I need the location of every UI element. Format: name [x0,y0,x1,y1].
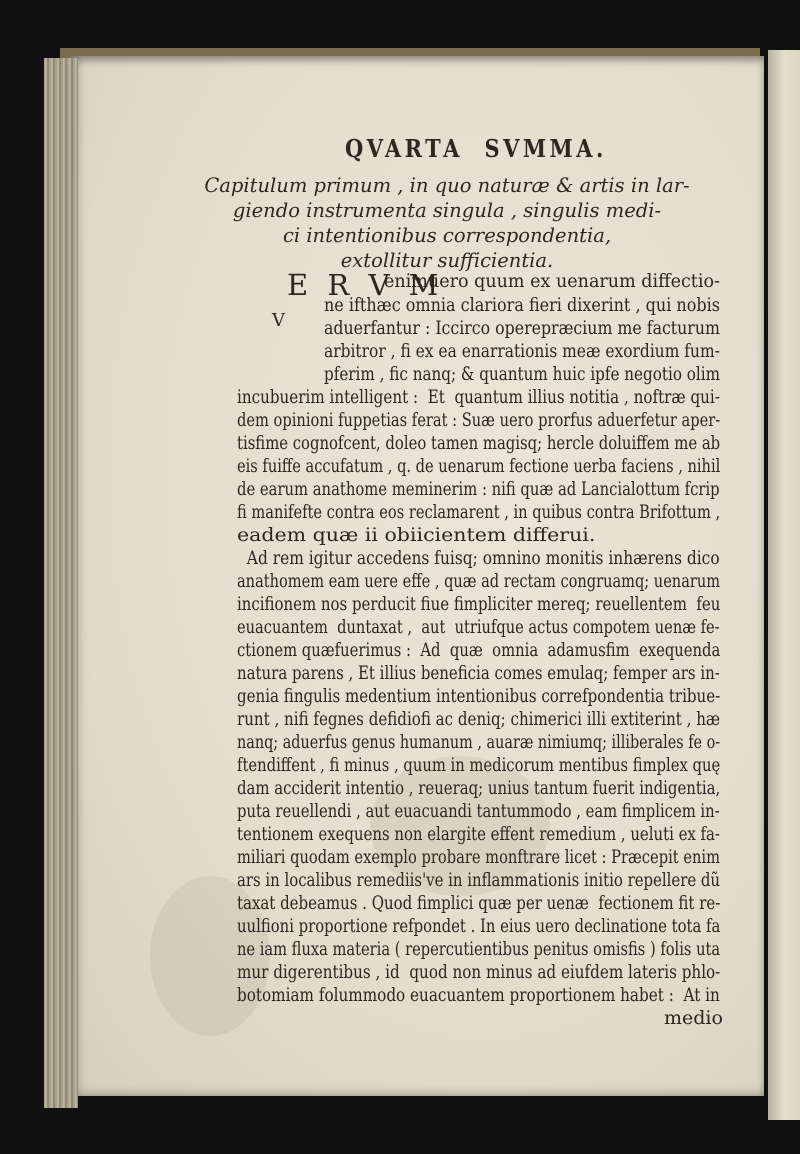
text-line: fi manifefte contra eos reclamarent , in quibus contra Brifottum , [237,501,721,523]
text-line: tisfime cognofcent, doleo tamen magisq; hercle doluiffem me ab [237,432,721,454]
text-line: aduerfantur : Iccirco operepræcium me facturum [324,317,720,339]
text-line: dem opinioni fuppetias ferat : Suæ uero prorfus aduerfetur aper- [237,409,721,431]
text-line: ars in localibus remediis've in inflammationis initio repellere dũ [237,869,721,891]
text-line: enimuero quum ex uenarum diffectio- [384,270,720,292]
text-line: tentionem exequens non elargite effent remedium , ueluti ex fa- [237,823,720,845]
text-line: natura parens , Et illius beneficia comes emulaq; femper ars in- [237,662,720,684]
text-line: genia fingulis medentium intentionibus correfpondentia tribue- [237,685,721,707]
text-line: nanq; aduerfus genus humanum , auaræ nimiumq; illiberales fe o- [237,731,721,753]
text-line: pferim , fic nanq; & quantum huic ipfe negotio olim [324,363,721,385]
text-line: eadem quæ ii obiicientem differui. [237,524,596,546]
chapter-title [0,173,800,273]
text-line: ctionem quæfuerimus : Ad quæ omnia adamusfim exequenda [237,639,721,661]
text-line: uulfioni proportione refpondet . In eius uero declinatione tota fa [237,915,721,937]
text-line: eis fuiffe accufatum , q. de uenarum fectione uerba faciens , nihil [237,455,721,477]
text-line: taxat debeamus . Quod fimplici quæ per uenæ fectionem fit re- [237,892,721,914]
text-line: ftendiffent , fi minus , quum in medicorum mentibus fimplex quę [237,754,721,776]
chapter-title-line: Capitulum primum , in quo naturæ & artis in lar- [204,174,690,197]
text-line: Ad rem igitur accedens fuisq; omnino monitis inhærens dico [237,547,720,569]
text-line: ne ifthæc omnia clariora fieri dixerint , qui nobis [324,294,720,316]
text-line: mur digerentibus , id quod non minus ad eiufdem lateris phlo- [237,961,721,983]
text-line: runt , nifi fegnes defidiofi ac deniq; chimerici illi extiterint , hæ [237,708,721,730]
text-line: euacuantem duntaxat , aut utriufque actus compotem uenæ fe- [237,616,720,638]
chapter-title-line: ci intentionibus correspondentia, [282,224,612,247]
initial-letters: E R V M [287,268,444,302]
text-line: miliari quodam exemplo probare monftrare licet : Præcepit enim [237,846,721,868]
text-line: ne iam fluxa materia ( repercutientibus penitus omisfis ) folis uta [237,938,721,960]
text-line: de earum anathome meminerim : nifi quæ ad Lancialottum fcrip [237,478,720,500]
chapter-title-line: giendo instrumenta singula , singulis medi- [232,199,662,222]
text-line: botomiam folummodo euacuantem proportionem habet : At in [237,984,720,1006]
chapter-title-line: extollitur sufficientia. [340,249,554,272]
catchword: medio [664,1007,723,1029]
text-line: arbitror , fi ex ea enarrationis meæ exordium fum- [324,340,720,362]
text-line: anathomem eam uere effe , quæ ad rectam congruamq; uenarum [237,570,721,592]
text-line: dam acciderit intentio , reueraq; unius tantum fuerit indigentia, [237,777,721,799]
margin-mark: V [272,310,285,331]
text-line: incubuerim intelligent : Et quantum illius notitia , noftræ qui- [237,386,720,408]
page-heading: QVARTA SVMMA. [345,134,607,163]
text-line: puta reuellendi , aut euacuandi tantummodo , eam fimplicem in- [237,800,720,822]
text-line: incifionem nos perducit fiue fimpliciter mereq; reuellentem feu [237,593,721,615]
